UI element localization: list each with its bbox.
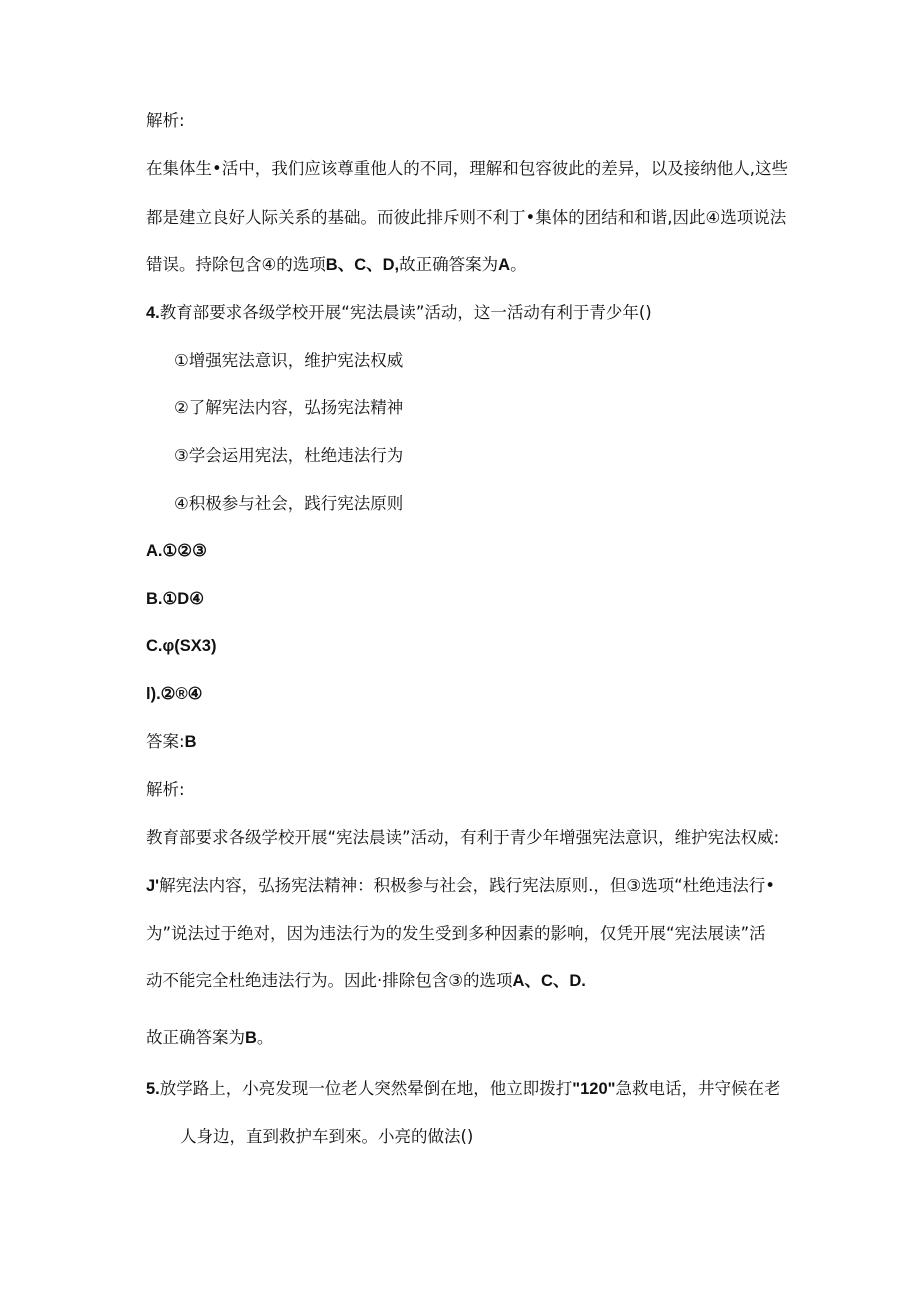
q3-excluded-options: B、C、D, <box>325 256 400 274</box>
q3-conclusion-text: 故正确答案为 <box>399 255 499 274</box>
q3-analysis-label: 解析: <box>146 111 185 130</box>
q3-answer: A <box>498 256 511 274</box>
q5-number: 5. <box>146 1080 160 1098</box>
q3-analysis-line-2: 都是建立良好人际关系的基础。而彼此排斥则不利丁•集体的团结和和谐,因此④选项说法 <box>146 208 787 227</box>
q4-analysis-text-2: 解宪法内容，弘扬宪法精神：积极参与社会，践行宪法原则.，但③选项“杜绝违法行• <box>159 876 775 895</box>
q4-option-d: l).②®④ <box>146 685 203 703</box>
q5-stem-line-2: 人身边，直到救护车到來。小亮的做法() <box>180 1127 474 1146</box>
q3-analysis-text: 错误。持除包含④的选项 <box>146 255 326 274</box>
q4-conclusion-text: 故正确答案为 <box>146 1028 245 1047</box>
q4-statement-3: ③学会运用宪法，杜绝违法行为 <box>174 446 404 465</box>
q5-phone-number: "120" <box>572 1080 616 1098</box>
q4-analysis-line-4 <box>146 971 586 992</box>
q4-statement-4: ④积极参与社会，践行宪法原则 <box>174 494 404 513</box>
q4-option-a: A.①②③ <box>146 542 207 560</box>
q4-statement-1: ①增强宪法意识，维护宪法权威 <box>174 351 404 370</box>
q4-conclusion-answer: B <box>245 1029 257 1047</box>
q4-answer-line <box>146 732 196 753</box>
q4-analysis-text-4: 动不能完全杜绝违法行为。因此·排除包含③的选项 <box>146 971 513 990</box>
q5-stem-line-1 <box>146 1079 780 1100</box>
q4-stem: 教育部要求各级学校开展“宪法晨读”活动，这一活动有利于青少年() <box>159 303 652 322</box>
q4-statement-2: ②了解宪法内容，弘扬宪法精神 <box>174 398 404 417</box>
q4-option-b: B.①D④ <box>146 590 204 608</box>
q4-analysis-label: 解析: <box>146 780 185 799</box>
q5-stem-part-2: 急救电话，井守候在老 <box>615 1079 781 1098</box>
q4-excluded-options: A、C、D. <box>512 972 586 990</box>
q3-period: 。 <box>510 255 527 274</box>
q4-conclusion <box>146 1028 273 1049</box>
q4-stem-line <box>146 303 652 324</box>
q4-answer-value: B <box>184 733 197 751</box>
q5-stem-part-1: 放学路上，小亮发现一位老人突然晕倒在地，他立即拨打 <box>159 1079 573 1098</box>
q4-option-c: C.φ(SX3) <box>146 637 217 655</box>
q4-analysis-prefix: J' <box>146 877 160 895</box>
q4-analysis-line-3: 为”说法过于绝对，因为违法行为的发生受到多种因素的影响，仅凭开展“宪法展读”活 <box>146 924 766 943</box>
q4-analysis-line-1: 教育部要求各级学校开展“宪法晨读”活动，有利于青少年增强宪法意识，维护宪法权威: <box>146 828 780 847</box>
q4-number: 4. <box>146 304 160 322</box>
q3-analysis-line-1: 在集体生•活中，我们应该尊重他人的不同，理解和包容彼此的差异，以及接纳他人,这些 <box>146 159 788 178</box>
q4-analysis-line-2 <box>146 876 775 897</box>
q4-answer-label: 答案: <box>146 732 185 751</box>
q3-analysis-line-3 <box>146 255 527 276</box>
q4-conclusion-end: 。 <box>256 1028 274 1047</box>
